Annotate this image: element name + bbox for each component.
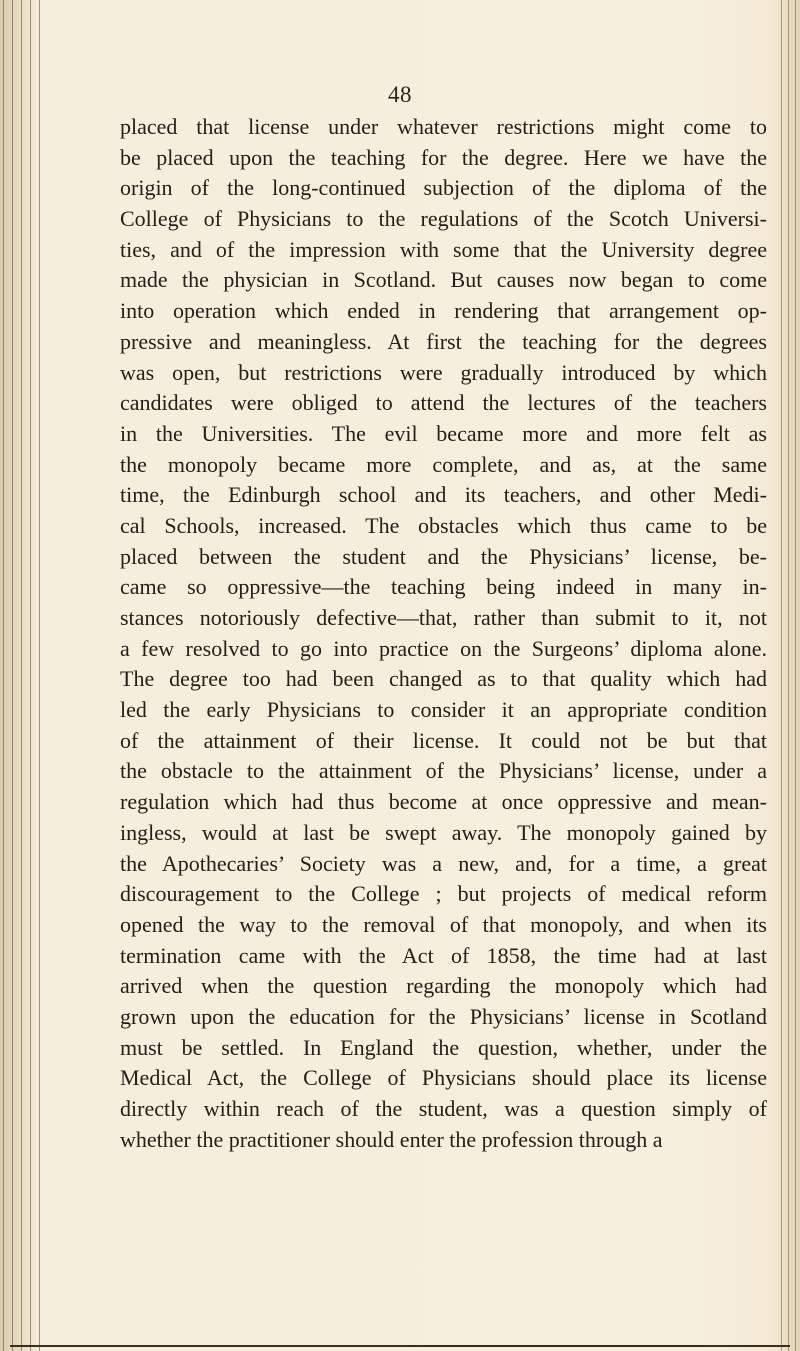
text-line: College of Physicians to the regulations of the Scotch Universi- [120,206,767,232]
text-line: be placed upon the teaching for the degree. Here we have the [120,144,767,170]
text-line: led the early Physicians to consider it an appropriate condition [120,697,767,723]
text-line: cal Schools, increased. The obstacles which thus came to be [120,512,767,538]
body-text [120,112,767,1155]
text-line: the monopoly became more complete, and as, at the same [120,451,767,477]
text-line: pressive and meaningless. At first the teaching for the degrees [120,328,767,354]
text-line: placed that license under whatever restrictions might come to [120,114,767,139]
text-line: into operation which ended in rendering that arrangement op- [120,298,767,324]
text-line: whether the practitioner should enter the profession through a [120,1126,663,1152]
text-line: grown upon the education for the Physicians’ license in Scotland [120,1003,767,1029]
text-line: must be settled. In England the question, whether, under the [120,1034,767,1060]
text-line: a few resolved to go into practice on the Surgeons’ diploma alone. [120,635,767,661]
binding-gutter [0,0,40,1351]
text-line: was open, but restrictions were gradually introduced by which [120,359,767,385]
text-line: stances notoriously defective—that, rather than submit to it, not [120,605,767,630]
text-line: of the attainment of their license. It could not be but that [120,727,767,753]
text-line: the Apothecaries’ Society was a new, and, for a time, a great [120,850,767,876]
text-line: in the Universities. The evil became more and more felt as [120,420,767,446]
page-number: 48 [388,82,412,107]
text-line: opened the way to the removal of that monopoly, and when its [120,911,767,937]
text-line: discouragement to the College ; but projects of medical reform [120,881,767,907]
text-line: made the physician in Scotland. But causes now began to come [120,267,767,293]
text-line: candidates were obliged to attend the lectures of the teachers [120,390,767,416]
text-line: termination came with the Act of 1858, the time had at last [120,942,767,968]
page-bottom-edge [10,1345,790,1347]
text-line: ingless, would at last be swept away. The monopoly gained by [120,819,767,845]
text-line: regulation which had thus become at once oppressive and mean- [120,789,767,815]
text-line: arrived when the question regarding the monopoly which had [120,973,767,999]
text-line: ties, and of the impression with some that the University degree [120,236,767,262]
text-line: the obstacle to the attainment of the Physicians’ license, under a [120,758,767,784]
text-line: placed between the student and the Physicians’ license, be- [120,543,767,569]
text-line: came so oppressive—the teaching being indeed in many in- [120,574,767,600]
text-line: Medical Act, the College of Physicians should place its license [120,1065,767,1091]
text-line: origin of the long-continued subjection of the diploma of the [120,175,767,201]
text-line: directly within reach of the student, was a question simply of [120,1096,767,1121]
text-line: The degree too had been changed as to that quality which had [120,666,767,692]
text-line: time, the Edinburgh school and its teachers, and other Medi- [120,482,767,508]
page-edge [778,0,800,1351]
